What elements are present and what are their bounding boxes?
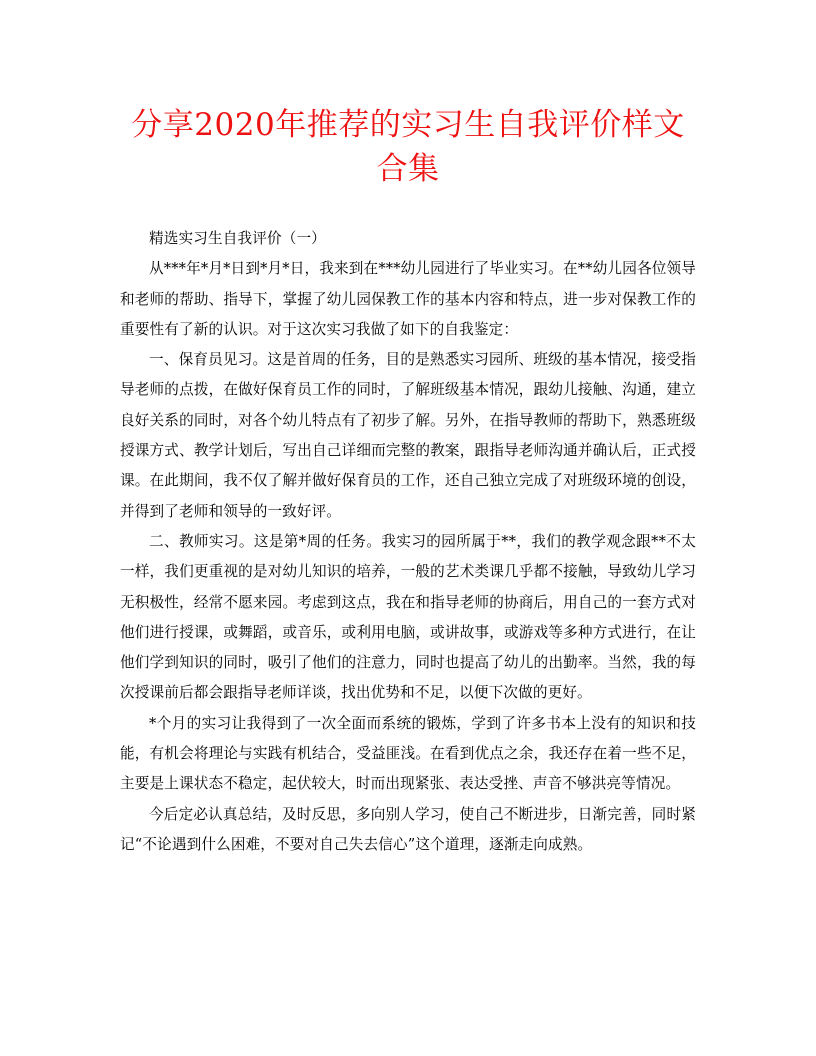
title-line-2: 合集 <box>376 151 440 187</box>
document-title <box>120 103 696 191</box>
paragraph-conclusion: 今后定必认真总结，及时反思，多向别人学习，使自己不断进步，日渐完善，同时紧记“不论遇到什么困难，不要对自己失去信心”这个道理，逐渐走向成熟。 <box>120 805 696 853</box>
paragraph-summary: *个月的实习让我得到了一次全面而系统的锻炼，学到了许多书本上没有的知识和技能，有机会将理论与实践有机结合，受益匪浅。在看到优点之余，我还存在着一些不足，主要是上课状态不稳定，起伏较大，时而出现紧张、表达受挫、声音不够洪亮等情况。 <box>120 714 696 793</box>
title-line-1: 分享2020年推荐的实习生自我评价样文 <box>131 107 685 143</box>
section-heading: 精选实习生自我评价（一） <box>149 230 326 247</box>
paragraph-intro: 从***年*月*日到*月*日，我来到在***幼儿园进行了毕业实习。在**幼儿园各位领导和老师的帮助、指导下，掌握了幼儿园保教工作的基本内容和特点，进一步对保教工作的重要性有了新的认识。对于这次实习我做了如下的自我鉴定： <box>120 260 696 338</box>
paragraph-teacher-practice: 二、教师实习。这是第*周的任务。我实习的园所属于**，我们的教学观念跟**不太一样，我们更重视的是对幼儿知识的培养，一般的艺术类课几乎都不接触，导致幼儿学习无积极性，经常不愿来园。考虑到这点，我在和指导老师的协商后，用自己的一套方式对他们进行授课，或舞蹈，或音乐，或利用电脑，或讲故事，或游戏等多种方式进行，在让他们学到知识的同时，吸引了他们的注意力，同时也提高了幼儿的出勤率。当然，我的每次授课前后都会跟指导老师详谈，找出优势和不足，以便下次做的更好。 <box>120 532 696 702</box>
paragraph-nursery-practice: 一、保育员见习。这是首周的任务，目的是熟悉实习园所、班级的基本情况，接受指导老师的点拨，在做好保育员工作的同时，了解班级基本情况，跟幼儿接触、沟通，建立良好关系的同时，对各个幼儿特点有了初步了解。另外，在指导教师的帮助下，熟悉班级授课方式、教学计划后，写出自己详细而完整的教案，跟指导老师沟通并确认后，正式授课。在此期间，我不仅了解并做好保育员的工作，还自己独立完成了对班级环境的创设，并得到了老师和领导的一致好评。 <box>120 351 696 520</box>
document-body <box>120 224 696 860</box>
